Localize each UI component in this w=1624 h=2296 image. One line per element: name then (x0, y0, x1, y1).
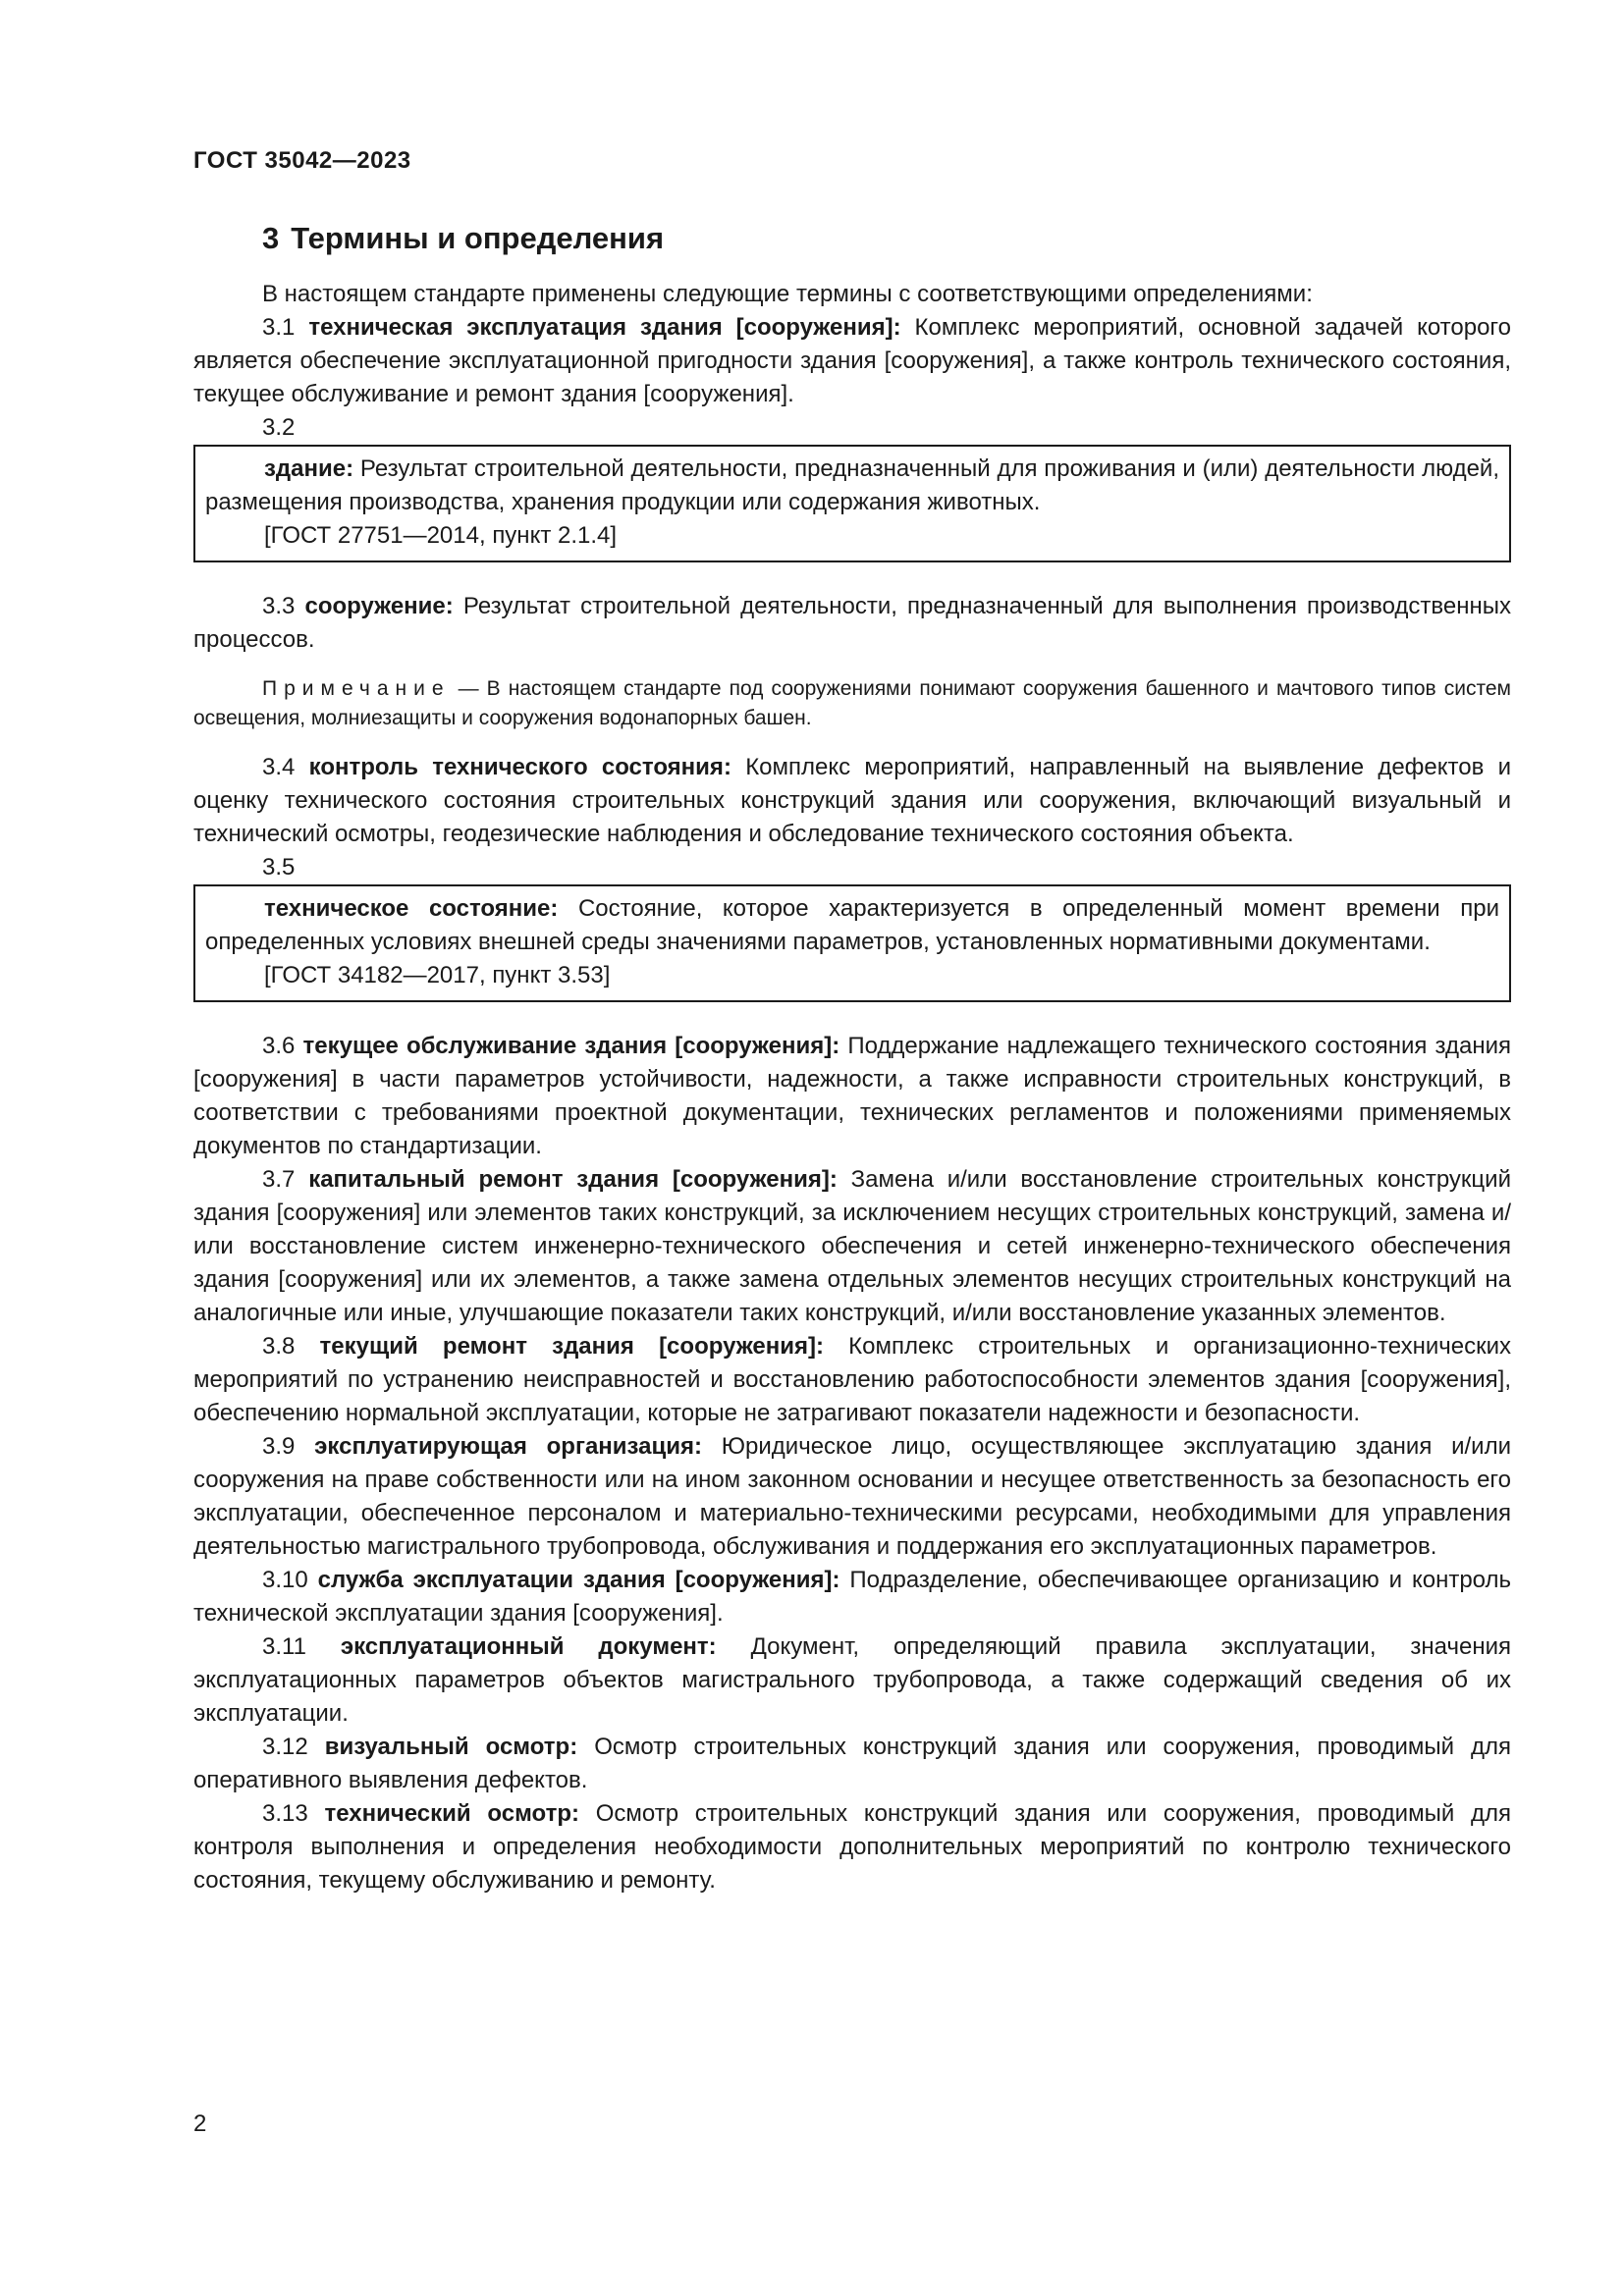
term-number: 3.10 (262, 1567, 308, 1593)
term-number: 3.1 (262, 314, 296, 341)
term-name: служба эксплуатации здания [сооружения]: (317, 1567, 840, 1593)
term-3-2 (205, 453, 1499, 519)
term-definition: Результат строительной деятельности, предназначенный для проживания и (или) деятельности людей, размещения производства, хранения продукции или содержания животных. (205, 455, 1500, 515)
term-number: 3.13 (262, 1800, 308, 1827)
term-3-8 (193, 1330, 1511, 1430)
term-definition: Комплекс мероприятий, направленный на выявление дефектов и оценку технического состояния строительных конструкций здания или сооружения, включающий визуальный и технический осмотры, геодезические наблюдения и обследование технического состояния объекта. (193, 754, 1512, 847)
term-source-reference: [ГОСТ 34182—2017, пункт 3.53] (264, 962, 611, 988)
term-3-2-number: 3.2 (262, 414, 296, 441)
term-3-7 (193, 1163, 1511, 1330)
term-name: эксплуатирующая организация: (314, 1433, 703, 1460)
note-text: — В настоящем стандарте под сооружениями понимают сооружения башенного и мачтового типов систем освещения, молниезащиты и сооружения водонапорных башен. (193, 677, 1511, 729)
term-name: техническое состояние: (264, 895, 559, 922)
section-title (262, 221, 1511, 256)
term-3-1 (193, 311, 1511, 411)
term-definition: Замена и/или восстановление строительных конструкций здания [сооружения] или элементов таких конструкций, за исключением несущих строительных конструкций, замена и/или восстановление систем инженерно-технического обеспечения и сетей инженерно-технического обеспечения здания [сооружения] или их элементов, а также замена отдельных элементов несущих строительных конструкций на аналогичные или иные, улучшающие показатели таких конструкций, и/или восстановление указанных элементов. (193, 1166, 1511, 1326)
term-definition: Результат строительной деятельности, предназначенный для выполнения производственных процессов. (193, 593, 1511, 653)
term-definition: Поддержание надлежащего технического состояния здания [сооружения] в части параметров устойчивости, надежности, а также исправности строительных конструкций, в соответствии с требованиями проектной документации, технических регламентов и положениями применяемых документов по стандартизации. (193, 1033, 1512, 1159)
page-number: 2 (193, 2110, 207, 2137)
page-content (193, 221, 1511, 1897)
term-definition: Осмотр строительных конструкций здания или сооружения, проводимый для оперативного выявления дефектов. (193, 1734, 1512, 1793)
term-3-5 (205, 892, 1499, 959)
term-definition: Комплекс мероприятий, основной задачей которого является обеспечение эксплуатационной пригодности здания [сооружения], а также контроль технического состояния, текущее обслуживание и ремонт здания [сооружения]. (193, 314, 1512, 407)
term-definition: Документ, определяющий правила эксплуатации, значения эксплуатационных параметров объектов магистрального трубопровода, а также содержащий сведения об их эксплуатации. (193, 1633, 1512, 1727)
intro-paragraph: В настоящем стандарте применены следующие термины с соответствующими определениями: (262, 281, 1313, 307)
term-3-12 (193, 1731, 1511, 1797)
term-definition: Осмотр строительных конструкций здания или сооружения, проводимый для контроля выполнения и определения необходимости дополнительных мероприятий по контролю технического состояния, текущему обслуживанию и ремонту. (193, 1800, 1511, 1894)
term-number: 3.9 (262, 1433, 296, 1460)
term-number: 3.3 (262, 593, 296, 619)
term-definition: Комплекс строительных и организационно-технических мероприятий по устранению неисправностей и восстановлению работоспособности элементов здания [сооружения], обеспечению нормальной эксплуатации, которые не затрагивают показатели надежности и безопасности. (193, 1333, 1511, 1426)
note-paragraph (193, 674, 1511, 733)
term-3-2-box (193, 445, 1511, 562)
term-name: текущий ремонт здания [сооружения]: (319, 1333, 824, 1360)
term-number: 3.4 (262, 754, 296, 780)
term-3-5-box (193, 884, 1511, 1002)
term-3-3 (193, 590, 1511, 657)
section-title-text: Термины и определения (291, 221, 665, 255)
term-name: сооружение: (304, 593, 454, 619)
term-name: здание: (264, 455, 354, 482)
term-3-9 (193, 1430, 1511, 1564)
term-number: 3.11 (262, 1633, 306, 1660)
term-name: эксплуатационный документ: (340, 1633, 717, 1660)
term-number: 3.8 (262, 1333, 296, 1360)
term-name: капитальный ремонт здания [сооружения]: (308, 1166, 838, 1193)
term-definition: Подразделение, обеспечивающее организацию и контроль технической эксплуатации здания [сооружения]. (193, 1567, 1511, 1627)
term-number: 3.12 (262, 1734, 308, 1760)
term-definition: Состояние, которое характеризуется в определенный момент времени при определенных условиях внешней среды значениями параметров, установленных нормативными документами. (205, 895, 1500, 955)
term-3-10 (193, 1564, 1511, 1630)
term-3-4 (193, 751, 1511, 851)
term-name: контроль технического состояния: (308, 754, 731, 780)
term-3-5-number: 3.5 (262, 854, 296, 881)
note-label: Примечание (262, 677, 451, 700)
term-source-reference: [ГОСТ 27751—2014, пункт 2.1.4] (264, 522, 618, 549)
term-name: текущее обслуживание здания [сооружения]: (302, 1033, 840, 1059)
term-3-11 (193, 1630, 1511, 1731)
term-name: визуальный осмотр: (324, 1734, 578, 1760)
section-number: 3 (262, 221, 280, 255)
term-3-6 (193, 1030, 1511, 1163)
term-name: технический осмотр: (324, 1800, 579, 1827)
term-number: 3.6 (262, 1033, 296, 1059)
document-code: ГОСТ 35042—2023 (193, 147, 411, 174)
term-number: 3.7 (262, 1166, 296, 1193)
term-3-13 (193, 1797, 1511, 1897)
term-definition: Юридическое лицо, осуществляющее эксплуатацию здания и/или сооружения на праве собственности или на ином законном основании и несущее ответственность за безопасность его эксплуатации, обеспеченное персоналом и материально-техническими ресурсами, необходимыми для управления деятельностью магистрального трубопровода, обслуживания и поддержания его эксплуатационных параметров. (193, 1433, 1512, 1560)
term-name: техническая эксплуатация здания [сооружения]: (308, 314, 901, 341)
